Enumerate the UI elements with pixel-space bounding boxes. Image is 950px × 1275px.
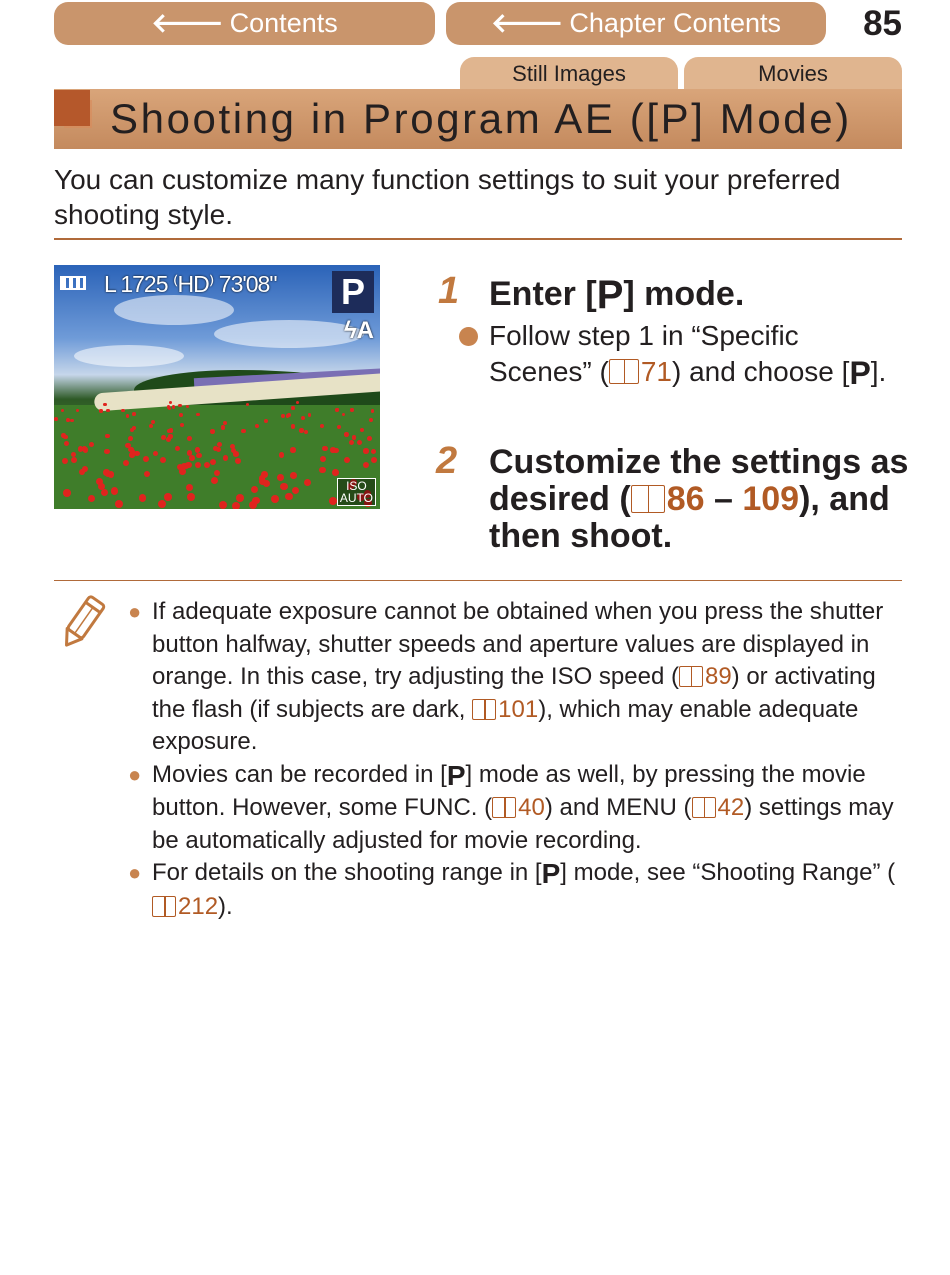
poppy-flower (178, 404, 181, 407)
poppy-flower (223, 421, 227, 425)
poppy-flower (319, 467, 325, 473)
poppy-flower (221, 425, 225, 429)
list-item: ● For details on the shooting range in [P] mode, see “Shooting Range” (212). (128, 858, 896, 920)
poppy-flower (232, 502, 240, 509)
poppy-flower (187, 493, 195, 501)
poppy-flower (271, 495, 279, 503)
poppy-flower (160, 457, 166, 463)
back-arrow-icon: 🡐 (151, 8, 224, 38)
page-number: 85 (863, 4, 902, 43)
book-ref-icon (152, 896, 176, 917)
poppy-flower (349, 440, 354, 445)
poppy-flower (151, 420, 155, 424)
poppy-flower (285, 493, 293, 501)
poppy-flower (363, 462, 369, 468)
book-ref-icon (679, 666, 703, 687)
poppy-flower (344, 457, 350, 463)
poppy-flower (330, 447, 335, 452)
poppy-flower (299, 428, 303, 432)
poppy-flower (251, 486, 258, 493)
poppy-flower (344, 432, 349, 437)
poppy-flower (104, 449, 109, 454)
poppy-flower (106, 409, 109, 412)
poppy-flower (63, 435, 68, 440)
bullet-icon (459, 327, 478, 346)
poppy-flower (128, 436, 133, 441)
divider (54, 238, 902, 240)
poppy-flower (98, 483, 105, 490)
page-title: Shooting in Program AE ([P] Mode) (110, 95, 852, 142)
page-link[interactable]: 212 (178, 892, 219, 920)
tab-still-images[interactable]: Still Images (460, 57, 678, 89)
poppy-flower (125, 443, 130, 448)
contents-button[interactable] (54, 2, 435, 45)
chapter-contents-label: Chapter Contents (569, 8, 782, 38)
list-item: ● If adequate exposure cannot be obtained when you press the shutter button halfway, shutter speeds and aperture values are displayed in orange. In this case, try adjusting the ISO speed ( 89) or activating the flash (if subjects are dark, 101), which may enable adequate exposure. (128, 598, 884, 755)
page-link[interactable]: 40 (518, 794, 545, 821)
poppy-flower (105, 434, 110, 439)
camera-screen-image (54, 265, 380, 509)
poppy-flower (363, 448, 368, 453)
poppy-flower (357, 440, 362, 445)
book-ref-icon (631, 485, 665, 513)
contents-label: Contents (229, 8, 338, 38)
poppy-flower (286, 414, 290, 418)
poppy-flower (236, 494, 244, 502)
poppy-flower (196, 453, 202, 459)
poppy-flower (161, 435, 166, 440)
page-link[interactable]: 109 (742, 480, 800, 518)
poppy-flower (280, 483, 287, 490)
poppy-flower (66, 418, 70, 422)
battery-icon (60, 276, 86, 290)
poppy-flower (115, 500, 123, 508)
book-ref-icon (692, 797, 716, 818)
poppy-flower (123, 460, 129, 466)
poppy-flower (61, 409, 64, 412)
poppy-flower (219, 501, 227, 509)
poppy-flower (290, 472, 297, 479)
poppy-flower (291, 406, 294, 409)
step-body: Follow step 1 in “Specific Scenes” ( 71) and choose [P]. (489, 320, 887, 391)
poppy-flower (63, 489, 70, 496)
page-link[interactable]: 89 (704, 663, 732, 690)
poppy-flower (249, 501, 257, 509)
book-ref-icon (472, 699, 496, 720)
page-link[interactable]: 71 (640, 356, 672, 387)
poppy-flower (189, 455, 195, 461)
poppy-flower (210, 459, 216, 465)
list-item: ● Movies can be recorded in [P] mode as well, by pressing the movie button. However, some FUNC. ( 40) and MENU ( 42) settings may be automatically adjusted for movie recording. (128, 759, 894, 854)
poppy-flower (139, 494, 147, 502)
book-ref-icon (609, 359, 639, 384)
iso-auto-icon: ISO AUTO (337, 478, 376, 506)
poppy-flower (111, 487, 118, 494)
tab-movies[interactable]: Movies (684, 57, 902, 89)
poppy-flower (82, 446, 87, 451)
mode-p-icon: P (332, 271, 374, 313)
poppy-flower (132, 412, 136, 416)
poppy-flower (179, 413, 183, 417)
step-number: 1 (438, 270, 460, 312)
page-link[interactable]: 101 (498, 695, 539, 723)
poppy-flower (204, 462, 210, 468)
poppy-flower (210, 429, 214, 433)
back-arrow-icon: 🡐 (490, 8, 564, 38)
page-link[interactable]: 86 (666, 480, 705, 518)
poppy-flower (332, 469, 338, 475)
poppy-flower (167, 405, 170, 408)
poppy-flower (214, 470, 220, 476)
poppy-flower (291, 424, 295, 428)
poppy-flower (320, 456, 326, 462)
book-ref-icon (492, 797, 516, 818)
poppy-flower (281, 414, 285, 418)
pencil-icon (58, 594, 106, 652)
step-heading: Customize the settings as desired ( 86 – 109), and then shoot. (489, 443, 909, 555)
divider (54, 580, 902, 581)
poppy-flower (168, 434, 173, 439)
chapter-contents-button[interactable] (446, 2, 826, 45)
poppy-flower (99, 409, 102, 412)
poppy-flower (164, 493, 172, 501)
poppy-flower (71, 457, 77, 463)
poppy-flower (82, 466, 88, 472)
poppy-flower (169, 401, 172, 404)
camera-hud: L 1725 ⁽HD⁾ 73'08" (60, 271, 277, 298)
poppy-flower (195, 462, 201, 468)
poppy-flower (180, 423, 184, 427)
step-number: 2 (436, 440, 458, 482)
poppy-flower (296, 401, 299, 404)
poppy-flower (103, 403, 106, 406)
poppy-flower (301, 416, 305, 420)
title-decoration-square (54, 90, 90, 126)
poppy-flower (195, 447, 200, 452)
poppy-flower (290, 447, 295, 452)
poppy-flower (367, 436, 372, 441)
poppy-flower (322, 446, 327, 451)
intro-text: You can customize many function settings to suit your preferred shooting style. (54, 164, 841, 230)
step-heading: Enter [P] mode. (489, 273, 745, 317)
poppy-flower (196, 413, 200, 417)
page-link[interactable]: 42 (717, 794, 745, 821)
poppy-flower (371, 457, 377, 463)
notes-list (128, 596, 908, 923)
poppy-flower (350, 408, 353, 411)
flash-auto-icon: ϟA (343, 317, 374, 344)
poppy-flower (108, 471, 115, 478)
poppy-flower (62, 458, 68, 464)
poppy-flower (277, 474, 284, 481)
